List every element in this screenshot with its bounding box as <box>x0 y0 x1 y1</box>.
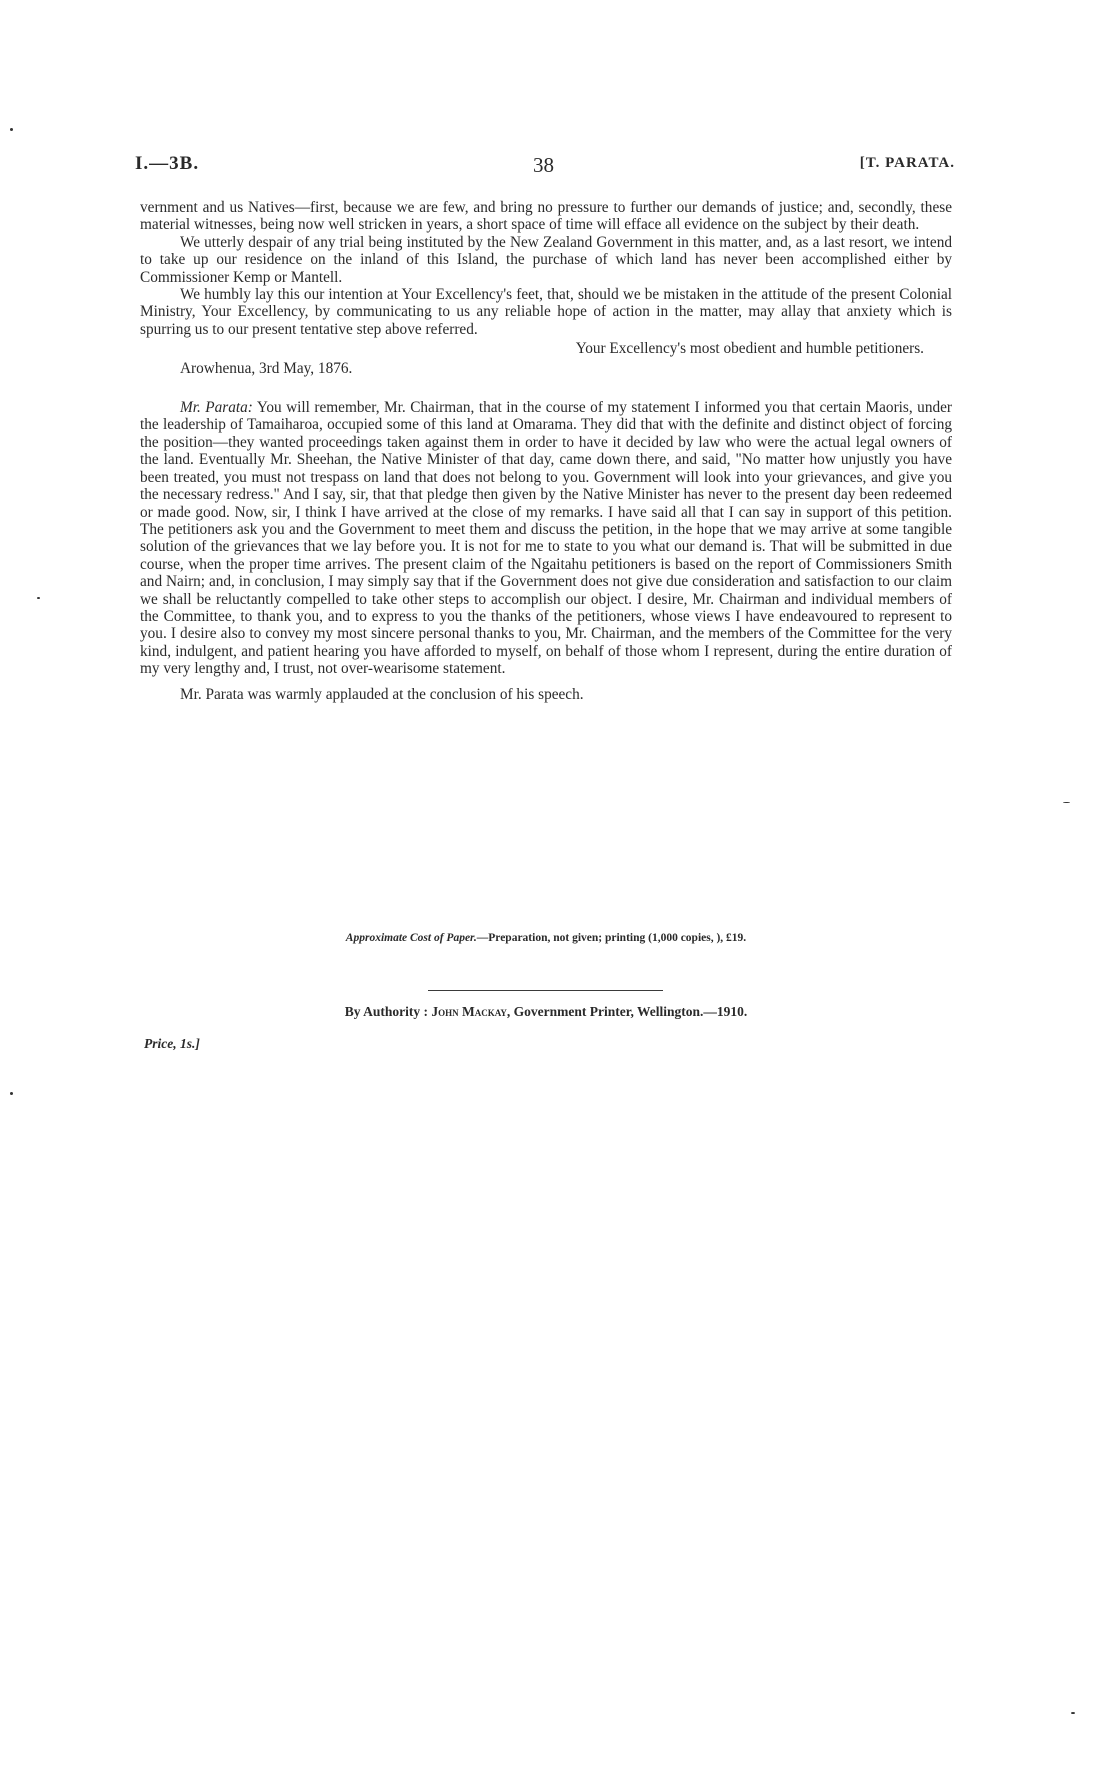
paper-reference: I.—3B. <box>135 153 200 174</box>
page-number: 38 <box>533 153 554 177</box>
paragraph-intention: We humbly lay this our intention at Your Excellency's feet, that, should we be mistaken in the attitude of the present Colonial Ministry, Your Excellency, by communicating to us any reliable hope of action in the matter, may allay that anxiety which is spurring us to our present tentative step above referred. <box>140 286 952 338</box>
cost-of-paper-note <box>140 932 952 944</box>
paragraph-continuation: vernment and us Natives—first, because we are few, and bring no pressure to further our demands of justice; and, secondly, these material witnesses, being now well stricken in years, a short space of time will efface all evidence on the subject by their death. <box>140 199 952 234</box>
scan-speck <box>1071 1712 1075 1714</box>
speaker-name: Mr. Parata: <box>180 399 253 417</box>
running-head: [T. PARATA. <box>859 155 955 171</box>
page-header <box>135 153 955 181</box>
page-body <box>140 199 952 703</box>
scan-speck <box>10 128 13 131</box>
scan-speck <box>37 597 40 599</box>
authority-prefix: By Authority : <box>344 1004 432 1019</box>
paragraph-despair: We utterly despair of any trial being instituted by the New Zealand Government in this matter, and, as a last resort, we intend to take up our residence on the inland of this Island, the purchase of which land has never been accomplished either by Commissioner Kemp or Mantell. <box>140 233 952 286</box>
scan-speck <box>1063 802 1070 803</box>
cost-label: Approximate Cost of Paper. <box>345 932 477 944</box>
footer-divider <box>428 990 663 991</box>
speech-text: You will remember, Mr. Chairman, that in the course of my statement I informed you that certain Maoris, under the leadership of Tamaiharoa, occupied some of this land at Omarama. They did that with the definite and distinct object of forcing the position—they wanted proceedings taken against them in order to have it decided by law who were the actual legal owners of the land. Eventually Mr. Sheehan, the Native Minister of that day, came down there, and said, "No matter how unjustly you have been treated, you must not trespass on land that does not belong to you. Government will look into your grievances, and give you the necessary redress." And I say, sir, that that pledge then given by the Native Minister has never to the present day been redeemed or made good. Now, sir, I think I have arrived at the close of my remarks. I have said all that I can say in support of this petition. The petitioners ask you and the Government to meet them and discuss the petition, in the hope that we may arrive at some tangible solution of the grievances that we lay before you. It is not for me to state to you what our demand is. That will be submitted in due course, when the proper time arrives. The present claim of the Ngaitahu petitioners is based on the report of Commissioners Smith and Nairn; and, in conclusion, I may simply say that if the Government does not give due consideration and satisfaction to our claim we shall be reluctantly compelled to take other steps to accomplish our object. I desire, Mr. Chairman and individual members of the Committee, to thank you, and to express to you the thanks of the petitioners, whose views I have endeavoured to represent to you. I desire also to convey my most sincere personal thanks to you, Mr. Chairman, and the members of the Committee for the very kind, indulgent, and patient hearing you have afforded to myself, on behalf of those whom I represent, during the entire duration of my very lengthy and, I trust, not over-wearisome statement. <box>140 399 953 678</box>
printer-name: John Mackay <box>431 1004 507 1019</box>
authority-suffix: , Government Printer, Wellington.—1910. <box>506 1004 748 1019</box>
cost-text: —Preparation, not given; printing (1,000 copies, ), £19. <box>476 932 747 944</box>
price-label: Price, 1s.] <box>144 1036 200 1051</box>
applause-note: Mr. Parata was warmly applauded at the conclusion of his speech. <box>180 685 584 703</box>
petition-place-date: Arowhenua, 3rd May, 1876. <box>180 359 353 377</box>
printer-imprint <box>140 1004 952 1020</box>
petition-closing: Your Excellency's most obedient and humble petitioners. <box>575 340 924 358</box>
speech-paragraph <box>140 399 952 678</box>
scan-speck <box>10 1092 13 1095</box>
